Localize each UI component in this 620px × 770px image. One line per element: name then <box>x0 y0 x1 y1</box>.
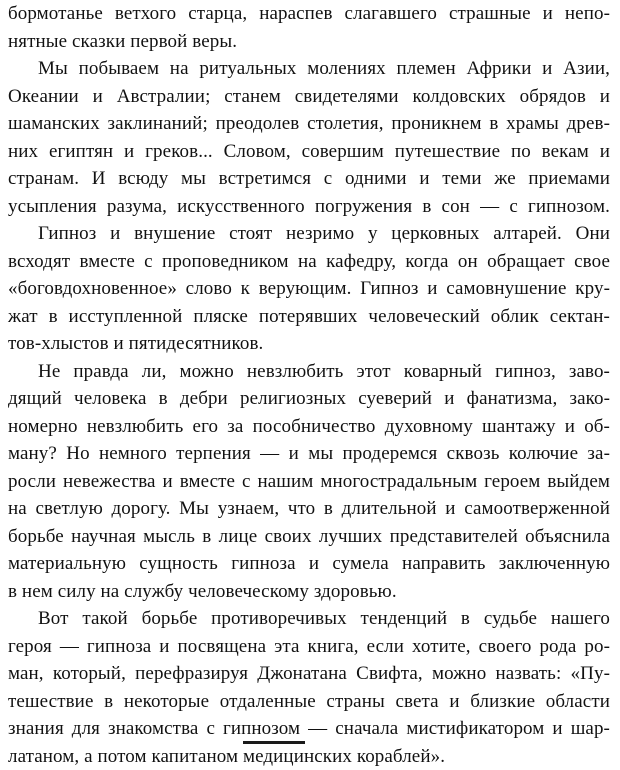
paragraph-2-line-2: Океании и Австралии; станем свидетелями колдовских обрядов и <box>8 83 610 111</box>
paragraph-3-line-2: всходят вместе с проповедником на кафедру, когда он обращает свое <box>8 248 610 276</box>
paragraph-4-line-7: борьбе научная мысль в лице своих лучших представителей объяснила <box>8 523 610 551</box>
paragraph-3-line-1: Гипноз и внушение стоят незримо у церковных алтарей. Они <box>8 220 610 248</box>
paragraph-5-line-2: героя — гипноза и посвящена эта книга, если хотите, своего рода ро- <box>8 633 610 661</box>
paragraph-5-line-4: тешествие в некоторые отдаленные страны света и близкие области <box>8 688 610 716</box>
paragraph-2-line-6: усыпления разума, искусственного погружения в сон — с гипнозом. <box>8 193 610 221</box>
paragraph-3-line-4: жат в исступленной пляске потерявших человеческий облик сектан- <box>8 303 610 331</box>
paragraph-2-line-1: Мы побываем на ритуальных молениях племен Африки и Азии, <box>8 55 610 83</box>
paragraph-4-line-5: росли невежества и вместе с нашим многострадальным героем выйдем <box>8 468 610 496</box>
paragraph-4-line-2: дящий человека в дебри религиозных суеверий и фанатизма, зако- <box>8 385 610 413</box>
paragraph-2-line-4: них египтян и греков... Словом, совершим путешествие по векам и <box>8 138 610 166</box>
paragraph-5-line-3: ман, который, перефразируя Джонатана Свифта, можно назвать: «Пу- <box>8 660 610 688</box>
paragraph-5-line-1: Вот такой борьбе противоречивых тенденций в судьбе нашего <box>8 605 610 633</box>
paragraph-3-line-3: «боговдохновенное» слово к верующим. Гипноз и самовнушение кру- <box>8 275 610 303</box>
paragraph-2-line-5: странам. И всюду мы встретимся с одними и теми же приемами <box>8 165 610 193</box>
paragraph-2-line-3: шаманских заклинаний; преодолев столетия, проникнем в храмы древ- <box>8 110 610 138</box>
paragraph-5-line-6: латаном, а потом капитаном медицинских кораблей». <box>8 743 610 770</box>
paragraph-4-line-4: ману? Но немного терпения — и мы продеремся сквозь колючие за- <box>8 440 610 468</box>
section-separator-rule <box>243 741 305 744</box>
page-text <box>8 0 610 770</box>
paragraph-4-line-3: номерно невзлюбить его за пособничество духовному шантажу и об- <box>8 413 610 441</box>
paragraph-4-line-6: на светлую дорогу. Мы узнаем, что в длительной и самоотверженной <box>8 495 610 523</box>
paragraph-5-line-5: знания для знакомства с гипнозом — сначала мистификатором и шар- <box>8 715 610 743</box>
paragraph-4-line-9: в нем силу на службу человеческому здоровью. <box>8 578 610 606</box>
paragraph-1-line-2: нятные сказки первой веры. <box>8 28 610 56</box>
paragraph-4-line-8: материальную сущность гипноза и сумела направить заключенную <box>8 550 610 578</box>
paragraph-4-line-1: Не правда ли, можно невзлюбить этот коварный гипноз, заво- <box>8 358 610 386</box>
paragraph-1-line-1: бормотанье ветхого старца, нараспев слагавшего страшные и непо- <box>8 0 610 28</box>
paragraph-3-line-5: тов-хлыстов и пятидесятников. <box>8 330 610 358</box>
